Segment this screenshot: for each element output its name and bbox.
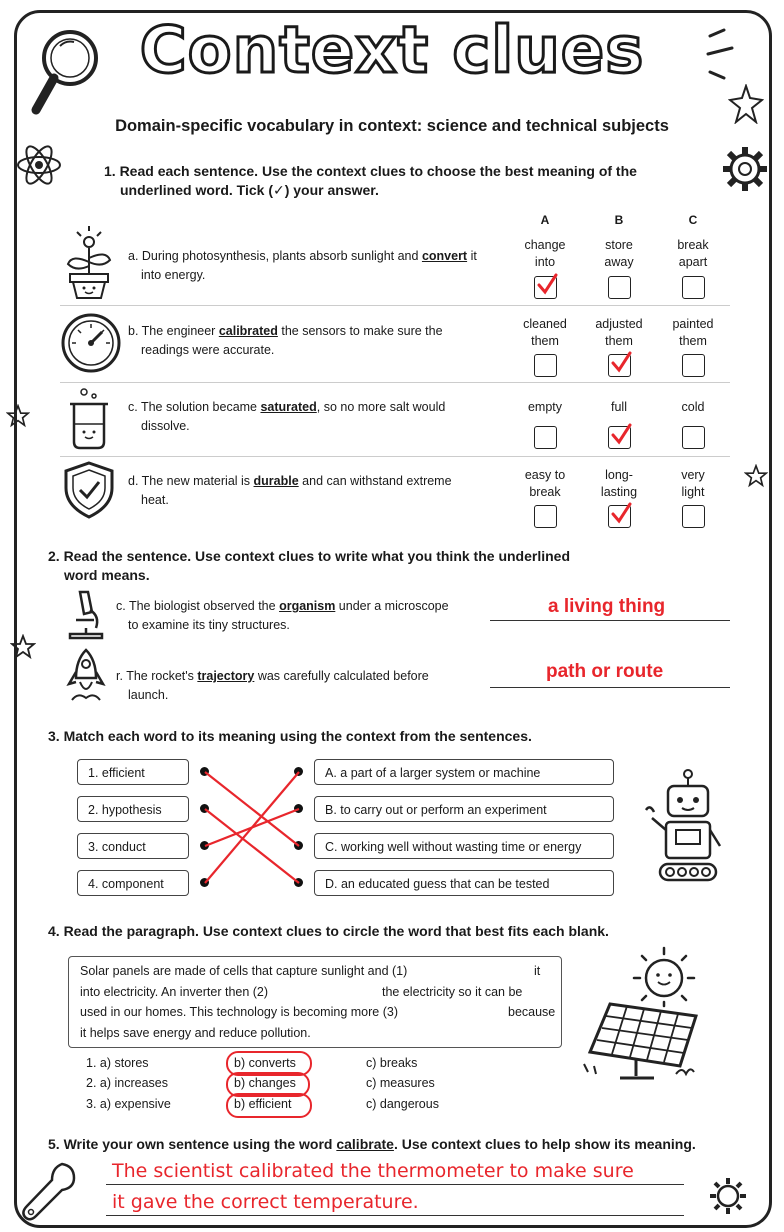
- q2e-answer[interactable]: a living thing: [548, 596, 666, 617]
- q1d-checkbox-b[interactable]: [608, 505, 631, 528]
- potted-plant-icon: [62, 222, 116, 300]
- q4-choice-a[interactable]: 3. a) expensive: [86, 1097, 171, 1111]
- robot-icon: [636, 768, 732, 886]
- atom-icon: [14, 140, 64, 190]
- checkmark-icon: [610, 351, 632, 375]
- match-dot-left[interactable]: [200, 767, 209, 776]
- q1c-checkbox-c[interactable]: [682, 426, 705, 449]
- q2e-sentence: c. The biologist observed the organism under a microscope to examine its tiny structures.: [116, 599, 449, 632]
- match-meaning-c[interactable]: C. working well without wasting time or energy: [314, 833, 614, 859]
- q1-instruction: 1. Read each sentence. Use the context clues to choose the best meaning of the underlined word. Tick (✓) your answer.: [104, 163, 637, 198]
- q4-choice-b[interactable]: b) changes: [234, 1076, 296, 1090]
- q1a-option-c: break apart: [677, 238, 709, 269]
- para-line: used in our homes. This technology is becoming more (3): [80, 1005, 398, 1019]
- match-dot-left[interactable]: [200, 841, 209, 850]
- q1d-sentence: d. The new material is durable and can withstand extreme heat.: [128, 474, 452, 507]
- q4-choice-c[interactable]: c) dangerous: [366, 1097, 439, 1111]
- match-dot-right[interactable]: [294, 767, 303, 776]
- shield-check-icon: [62, 460, 116, 520]
- para-line: because: [508, 1005, 556, 1019]
- checkmark-icon: [610, 502, 632, 526]
- rocket-icon: [66, 648, 106, 706]
- para-line: Solar panels are made of cells that capture sunlight and (1): [80, 964, 408, 978]
- answer-line: [490, 687, 730, 688]
- q4-choice-a[interactable]: 1. a) stores: [86, 1056, 149, 1070]
- wrench-icon: [22, 1160, 78, 1222]
- q1c-option-b: full: [611, 400, 627, 414]
- q1d-option-b: long- lasting: [600, 468, 638, 499]
- q1c-checkbox-b[interactable]: [608, 426, 631, 449]
- q1c-option-a: empty: [527, 400, 563, 414]
- q1b-checkbox-c[interactable]: [682, 354, 705, 377]
- sparkle-lines-icon: [704, 28, 740, 88]
- beaker-icon: [64, 386, 114, 450]
- gear-icon: [720, 144, 770, 194]
- para-line: it helps save energy and reduce pollution.: [80, 1026, 311, 1040]
- q5-answer-line2[interactable]: it gave the correct temperature.: [112, 1191, 419, 1213]
- para-line: into electricity. An inverter then (2): [80, 985, 269, 999]
- q1b-option-a: cleaned them: [523, 317, 567, 348]
- row-divider: [60, 382, 730, 383]
- q2f-answer[interactable]: path or route: [546, 661, 664, 682]
- q1c-checkbox-a[interactable]: [534, 426, 557, 449]
- solar-panel-sun-icon: [580, 940, 720, 1086]
- answer-line: [490, 620, 730, 621]
- gauge-icon: [60, 312, 122, 374]
- magnifier-icon: [24, 22, 104, 122]
- page-subtitle: Domain-specific vocabulary in context: science and technical subjects: [115, 117, 669, 135]
- side-star-icon: [10, 634, 36, 660]
- q4-choice-b[interactable]: b) converts: [234, 1056, 296, 1070]
- q1a-option-a: change into: [524, 238, 566, 269]
- match-word-4[interactable]: 4. component: [77, 870, 189, 896]
- q4-choice-c[interactable]: c) measures: [366, 1076, 435, 1090]
- q3-instruction: 3. Match each word to its meaning using the context from the sentences.: [48, 728, 532, 744]
- side-star-icon: [6, 404, 30, 428]
- row-divider: [60, 305, 730, 306]
- q1b-option-b: adjusted them: [595, 317, 643, 348]
- row-divider: [60, 456, 730, 457]
- col-c-header: C: [688, 213, 698, 227]
- q4-choice-a[interactable]: 2. a) increases: [86, 1076, 168, 1090]
- checkmark-icon: [536, 273, 558, 297]
- star-icon: [728, 84, 764, 124]
- match-dot-right[interactable]: [294, 878, 303, 887]
- answer-line: [106, 1184, 684, 1185]
- gear-small-icon: [708, 1176, 748, 1216]
- q1b-checkbox-b[interactable]: [608, 354, 631, 377]
- q1c-sentence: c. The solution became saturated, so no more salt would dissolve.: [128, 400, 446, 433]
- q4-choice-c[interactable]: c) breaks: [366, 1056, 418, 1070]
- match-meaning-b[interactable]: B. to carry out or perform an experiment: [314, 796, 614, 822]
- match-meaning-a[interactable]: A. a part of a larger system or machine: [314, 759, 614, 785]
- page-title: Context clues: [139, 14, 645, 88]
- match-meaning-d[interactable]: D. an educated guess that can be tested: [314, 870, 614, 896]
- side-star-icon: [744, 464, 768, 488]
- q1b-option-c: painted them: [672, 317, 714, 348]
- checkmark-icon: [610, 423, 632, 447]
- q1b-sentence: b. The engineer calibrated the sensors to make sure the readings were accurate.: [128, 324, 443, 357]
- match-dot-right[interactable]: [294, 804, 303, 813]
- q5-answer-line1[interactable]: The scientist calibrated the thermometer to make sure: [112, 1160, 634, 1182]
- q1a-sentence: a. During photosynthesis, plants absorb sunlight and convert it into energy.: [128, 249, 477, 282]
- q1a-checkbox-c[interactable]: [682, 276, 705, 299]
- q1a-checkbox-b[interactable]: [608, 276, 631, 299]
- q2-instruction: 2. Read the sentence. Use context clues to write what you think the underlined word means.: [48, 548, 570, 583]
- q1c-option-c: cold: [681, 400, 705, 414]
- q1d-option-c: very light: [681, 468, 705, 499]
- q1d-checkbox-a[interactable]: [534, 505, 557, 528]
- q1a-checkbox-a[interactable]: [534, 276, 557, 299]
- match-dot-right[interactable]: [294, 841, 303, 850]
- col-a-header: A: [540, 213, 550, 227]
- para-line: the electricity so it can be: [382, 985, 523, 999]
- q5-instruction: 5. Write your own sentence using the word calibrate. Use context clues to help show its meaning.: [48, 1136, 696, 1152]
- q1d-option-a: easy to break: [524, 468, 566, 499]
- q4-choice-b[interactable]: b) efficient: [234, 1097, 292, 1111]
- q1b-checkbox-a[interactable]: [534, 354, 557, 377]
- q2f-sentence: r. The rocket's trajectory was carefully calculated before launch.: [116, 669, 429, 702]
- answer-circle: [226, 1093, 312, 1118]
- answer-line: [106, 1215, 684, 1216]
- q1d-checkbox-c[interactable]: [682, 505, 705, 528]
- microscope-icon: [66, 588, 106, 640]
- col-b-header: B: [614, 213, 624, 227]
- match-dot-left[interactable]: [200, 804, 209, 813]
- match-word-3[interactable]: 3. conduct: [77, 833, 189, 859]
- match-dot-left[interactable]: [200, 878, 209, 887]
- para-line: it: [534, 964, 541, 978]
- match-word-2[interactable]: 2. hypothesis: [77, 796, 189, 822]
- match-word-1[interactable]: 1. efficient: [77, 759, 189, 785]
- q4-instruction: 4. Read the paragraph. Use context clues to circle the word that best fits each blank.: [48, 923, 609, 939]
- q1a-option-b: store away: [604, 238, 634, 269]
